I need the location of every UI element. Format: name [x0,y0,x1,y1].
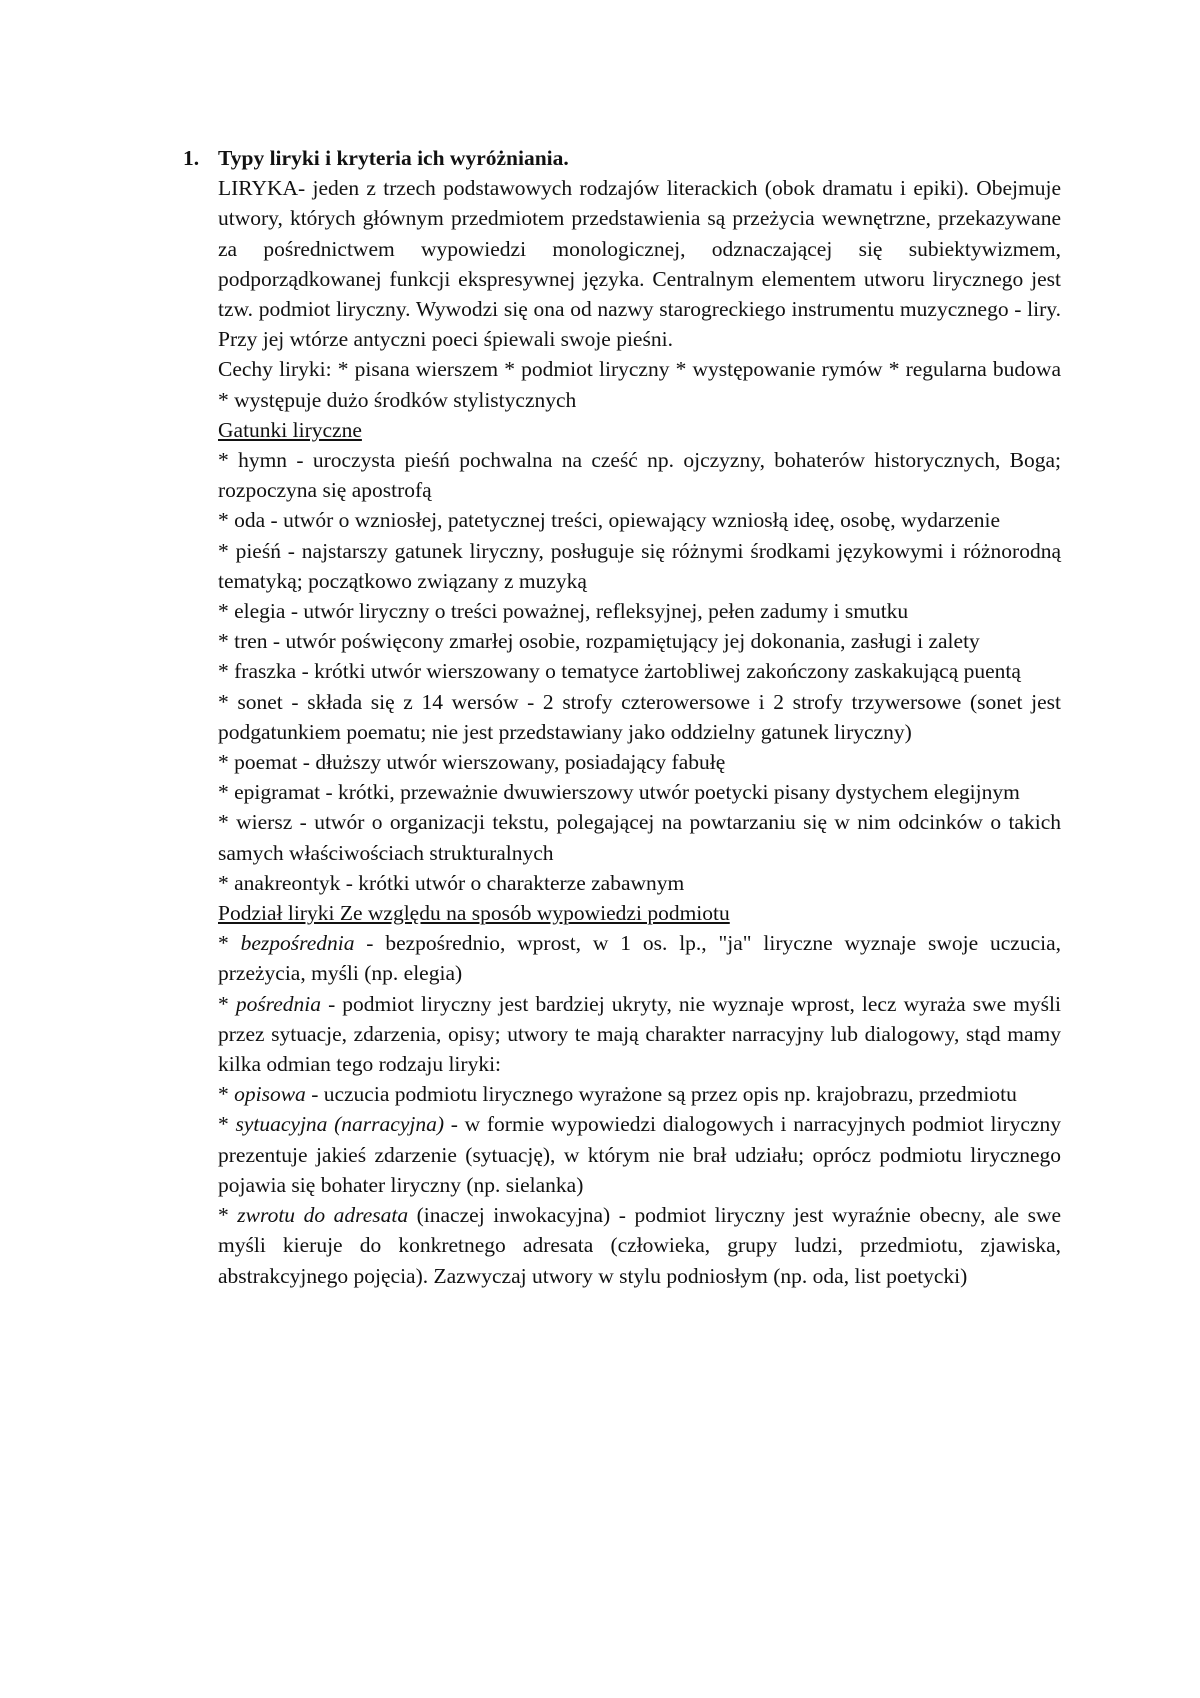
genre-item: * elegia - utwór liryczny o treści poważnej, refleksyjnej, pełen zadumy i smutku [218,599,909,624]
division-item-prefix: * [218,931,241,956]
division-item-term: pośrednia [235,991,322,1016]
division-item-prefix: * [218,1112,236,1137]
genre-item: * fraszka - krótki utwór wierszowany o tematyce żartobliwej zakończony zaskakującą puentą [218,659,1021,684]
genre-item: * sonet - składa się z 14 wersów - 2 strofy czterowersowe i 2 strofy trzywersowe (sonet jest podgatunkiem poematu; nie jest przedstawiany jako oddzielny gatunek liryczny) [218,689,1061,744]
division-item [218,1200,1061,1291]
division-item-text: - podmiot liryczny jest bardziej ukryty, nie wyznaje wprost, lecz wyraża swe myśli przez sytuacje, zdarzenia, opisy; utwory te mają charakter narracyjny lub dialogowy, stąd mamy kilka odmian tego rodzaju liryki: [218,991,1061,1077]
division-item [218,928,1061,988]
division-item [218,1109,1061,1200]
division-item-term: bezpośrednia [240,931,355,956]
division-item-term: sytuacyjna (narracyjna) [235,1112,445,1137]
division-item-term: opisowa [234,1082,306,1107]
intro-paragraph: LIRYKA- jeden z trzech podstawowych rodzajów literackich (obok dramatu i epiki). Obejmuje utwory, których głównym przedmiotem przedstawienia są przeżycia wewnętrzne, przekazywane za pośrednictwem wypowiedzi monologicznej, odznaczającej się subiektywizmem, podporządkowanej funkcji ekspresywnej języka. Centralnym elementem utworu lirycznego jest tzw. podmiot liryczny. Wywodzi się ona od nazwy starogreckiego instrumentu muzycznego - liry. Przy jej wtórze antyczni poeci śpiewali swoje pieśni. [218,176,1061,352]
division-item-text: - w formie wypowiedzi dialogowych i narracyjnych podmiot liryczny prezentuje jakieś zdarzenie (sytuację), w którym nie brał udziału; oprócz podmiotu lirycznego pojawia się bohater liryczny (np. sielanka) [218,1112,1061,1197]
division-subheading: Podział liryki Ze względu na sposób wypowiedzi podmiotu [218,901,730,926]
genre-item: * pieśń - najstarszy gatunek liryczny, posługuje się różnymi środkami językowymi i różnorodną tematyką; początkowo związany z muzyką [218,538,1061,593]
division-item-term: zwrotu do adresata [237,1203,409,1228]
division-item [218,1079,1061,1109]
division-item [218,989,1061,1080]
section-title: Typy liryki i kryteria ich wyróżniania. [218,146,569,170]
division-item-text: (inaczej inwokacyjna) - podmiot liryczny jest wyraźnie obecny, ale swe myśli kieruje do konkretnego adresata (człowieka, grupy ludzi, przedmiotu, zjawiska, abstrakcyjnego pojęcia). Zazwyczaj utwory w stylu podniosłym (np. oda, list poetycki) [218,1203,1062,1288]
genre-item: * anakreontyk - krótki utwór o charakterze zabawnym [218,870,685,895]
division-item-text: - bezpośrednio, wprost, w 1 os. lp., "ja" liryczne wyznaje swoje uczucia, przeżycia, myśli (np. elegia) [218,931,1061,986]
genre-item: * oda - utwór o wzniosłej, patetycznej treści, opiewający wzniosłą ideę, osobę, wydarzenie [218,508,1001,533]
heading-spacer [218,143,1061,173]
genre-item: * hymn - uroczysta pieśń pochwalna na cześć np. ojczyzny, bohaterów historycznych, Boga; rozpoczyna się apostrofą [218,448,1061,503]
division-item-prefix: * [218,1203,238,1228]
genres-subheading: Gatunki liryczne [218,417,362,442]
genre-item: * tren - utwór poświęcony zmarłej osobie, rozpamiętujący jej dokonania, zasługi i zalety [218,629,980,654]
genre-item: * wiersz - utwór o organizacji tekstu, polegającej na powtarzaniu się w nim odcinków o takich samych właściwościach strukturalnych [218,810,1061,865]
features-paragraph: Cechy liryki: * pisana wierszem * podmiot liryczny * występowanie rymów * regularna budowa * występuje dużo środków stylistycznych [218,357,1061,412]
division-item-prefix: * [218,1082,235,1107]
section-number: 1. [183,146,200,170]
genre-item: * epigramat - krótki, przeważnie dwuwierszowy utwór poetycki pisany dystychem elegijnym [218,780,1020,805]
division-item-prefix: * [218,991,236,1016]
division-item-text: - uczucia podmiotu lirycznego wyrażone są przez opis np. krajobrazu, przedmiotu [305,1082,1017,1107]
document-body [218,143,1061,1291]
genre-item: * poemat - dłuższy utwór wierszowany, posiadający fabułę [218,750,726,775]
